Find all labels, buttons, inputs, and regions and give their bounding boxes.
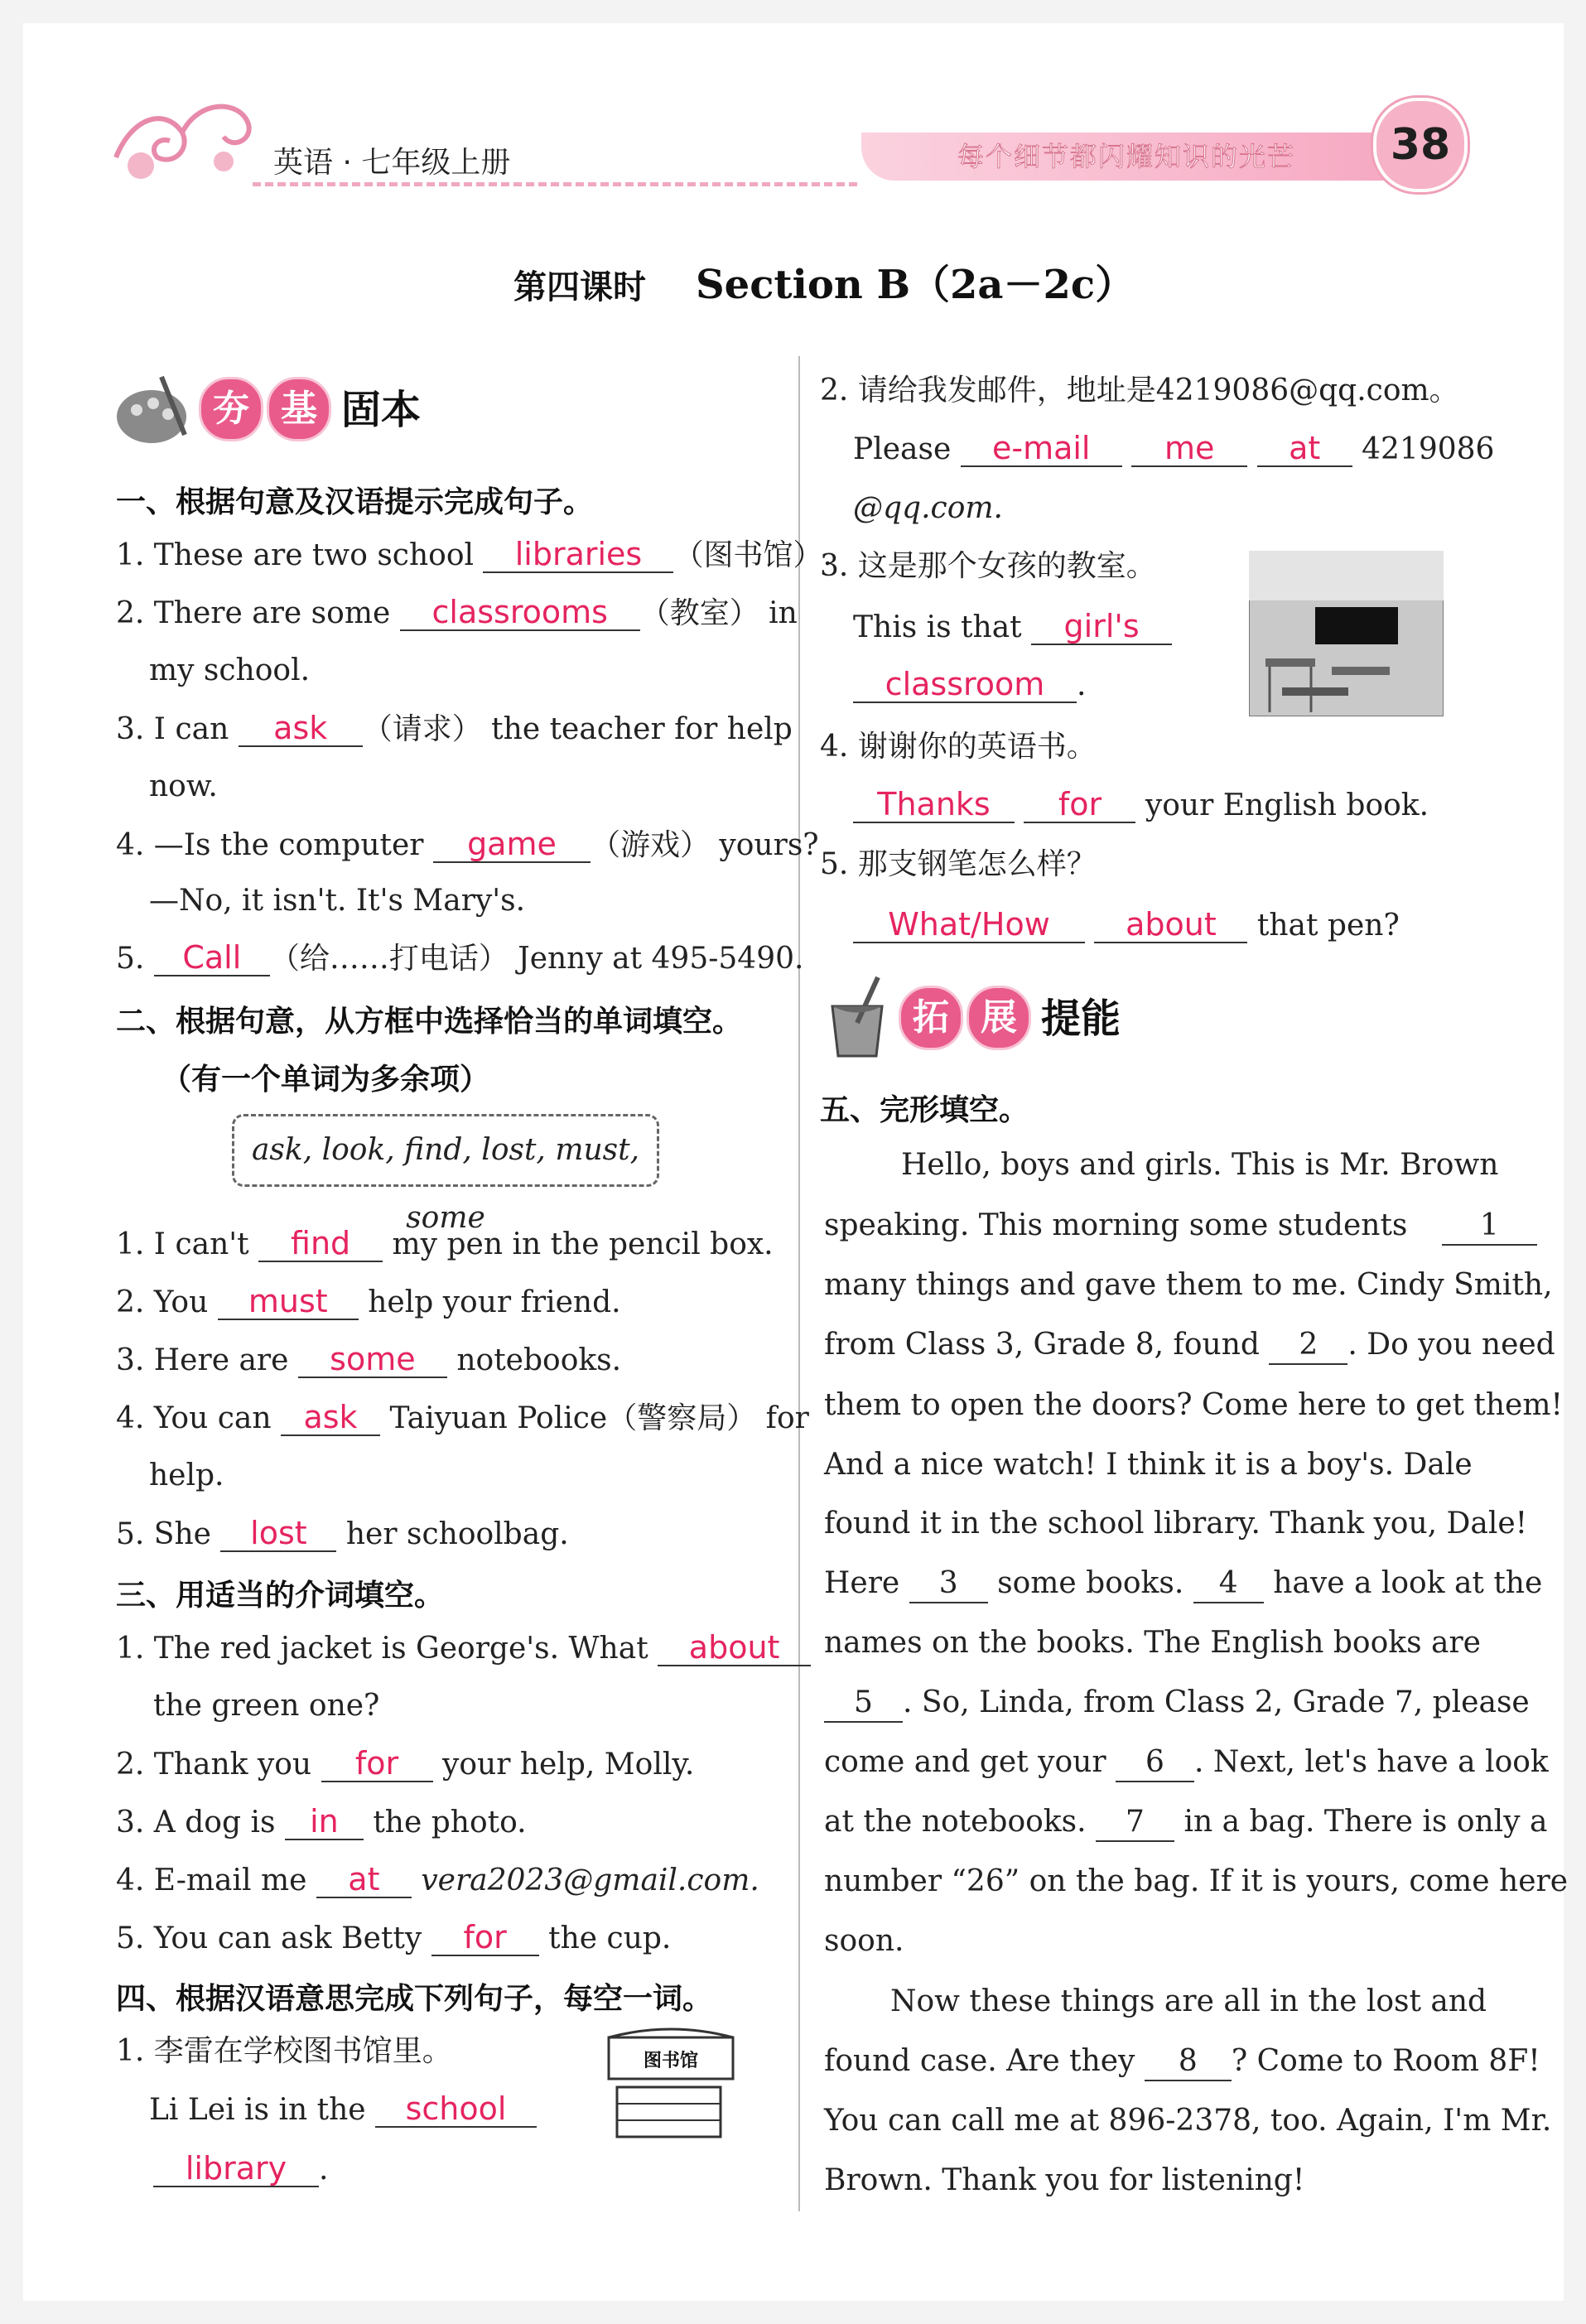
text: 1. These are two school: [116, 538, 475, 572]
answer-blank: game: [433, 827, 591, 863]
passage-line: soon.: [824, 1924, 904, 1958]
answer-blank: lost: [220, 1516, 336, 1552]
answer-blank: classroom: [853, 667, 1077, 703]
p4-q4: [853, 787, 1429, 824]
answer-blank: e-mail: [961, 431, 1122, 467]
text: notebooks.: [456, 1343, 622, 1377]
cloze-blank: 6: [1116, 1744, 1194, 1782]
section-label: Section B（2a－2c）: [696, 262, 1135, 308]
passage-line: [824, 1327, 1555, 1365]
text: come and get your: [824, 1745, 1106, 1779]
subject-label: 英语 · 七年级上册: [273, 146, 511, 180]
answer-blank: for: [431, 1920, 539, 1956]
text: （请求） the teacher for help: [362, 712, 793, 746]
p1-q3-cont: now.: [149, 769, 218, 803]
answer-blank: for: [1024, 787, 1135, 823]
answer-blank: about: [658, 1630, 811, 1666]
page-title: [513, 253, 1135, 310]
answer-blank: me: [1131, 431, 1247, 467]
part5-heading: 五、完形填空。: [820, 1093, 1029, 1127]
p4-q3-cont: [853, 667, 1086, 704]
page-number: 38: [1373, 98, 1468, 192]
p2-q4: [116, 1400, 809, 1437]
answer-blank: ask: [281, 1400, 380, 1436]
text: Taiyuan Police（警察局） for: [389, 1401, 809, 1435]
text: （游戏） yours?: [590, 828, 819, 862]
answer-blank: libraries: [483, 537, 673, 573]
text: 2. You: [116, 1285, 209, 1319]
passage-line: You can call me at 896-2378, too. Again, I'm Mr.: [824, 2104, 1552, 2138]
answer-blank: girl's: [1031, 609, 1172, 645]
p3-q5: [116, 1920, 671, 1957]
p2-q5: [116, 1516, 569, 1553]
slogan: 每个细节都闪耀知识的光芒: [957, 141, 1295, 172]
passage-line: Now these things are all in the lost and: [890, 1984, 1487, 2018]
library-sign: 图书馆: [643, 2051, 699, 2071]
floral-ornament-icon: [99, 83, 265, 190]
lesson-label: 第四课时: [513, 268, 646, 306]
library-building-icon: [600, 2021, 741, 2145]
text: have a look at the: [1273, 1566, 1543, 1600]
text: 3. I can: [116, 712, 229, 746]
text: Li Lei is in the: [149, 2093, 366, 2127]
answer-blank: for: [321, 1746, 433, 1782]
part2-heading: 二、根据句意，从方框中选择恰当的单词填空。: [116, 1005, 743, 1039]
passage-line: [824, 1804, 1547, 1842]
answer-blank: in: [285, 1804, 364, 1840]
text: . Do you need: [1347, 1328, 1555, 1362]
text: （给……打电话） Jenny at 495-5490.: [269, 942, 804, 976]
p4-q1-cn: 1. 李雷在学校图书馆里。: [116, 2034, 452, 2068]
text: 5. You can ask Betty: [116, 1921, 422, 1955]
p4-q4-cn: 4. 谢谢你的英语书。: [820, 730, 1097, 764]
cloze-blank: 5: [824, 1685, 903, 1723]
text: speaking. This morning some students: [824, 1208, 1408, 1242]
part4-heading: 四、根据汉语意思完成下列句子，每空一词。: [116, 1982, 713, 2016]
passage-line: And a nice watch! I think it is a boy's. Dale: [824, 1448, 1473, 1482]
text: 4. You can: [116, 1401, 272, 1435]
text: from Class 3, Grade 8, found: [824, 1328, 1260, 1362]
slogan-banner: [861, 133, 1391, 181]
answer-blank: classrooms: [400, 595, 640, 631]
cloze-blank: 2: [1269, 1327, 1347, 1365]
text: This is that: [853, 610, 1022, 644]
badge: 基: [267, 377, 331, 441]
text: your help, Molly.: [442, 1748, 695, 1782]
text: （教室） in: [639, 596, 798, 630]
cloze-blank: 7: [1096, 1804, 1174, 1842]
badge: 展: [967, 986, 1031, 1050]
text: 4. E-mail me: [116, 1864, 307, 1897]
text: . Next, let's have a look: [1193, 1745, 1549, 1779]
answer-blank: school: [375, 2091, 537, 2128]
p4-q3-cn: 3. 这是那个女孩的教室。: [820, 549, 1156, 583]
cloze-blank: 1: [1442, 1208, 1537, 1246]
text: the photo.: [373, 1806, 527, 1839]
text: （图书馆）.: [673, 538, 832, 572]
text: help your friend.: [368, 1285, 621, 1319]
word-box: ask, look, find, lost, must, some: [232, 1114, 659, 1187]
text: her schoolbag.: [345, 1517, 569, 1551]
text: . So, Linda, from Class 2, Grade 7, please: [903, 1685, 1530, 1719]
header-divider: [253, 182, 857, 186]
banner-text: 提能: [1041, 996, 1121, 1042]
answer-blank: find: [258, 1226, 383, 1262]
text: the cup.: [548, 1921, 672, 1955]
text: 3. Here are: [116, 1343, 289, 1377]
passage-line: [824, 2043, 1540, 2081]
passage-line: [824, 1208, 1537, 1246]
badge: 拓: [899, 986, 963, 1050]
palette-icon: [112, 369, 195, 451]
p1-q4: [116, 827, 819, 864]
p4-q1: [149, 2091, 537, 2129]
answer-blank: must: [218, 1284, 359, 1320]
text: some books.: [997, 1566, 1184, 1600]
p2-q4-cont: help.: [149, 1459, 224, 1492]
p4-q2: [853, 431, 1494, 468]
part3-heading: 三、用适当的介词填空。: [116, 1579, 445, 1613]
p4-q5: [853, 907, 1400, 944]
p4-q2-cn: 2. 请给我发邮件，地址是4219086@qq.com。: [820, 374, 1459, 407]
passage-line: them to open the doors? Come here to get them!: [824, 1388, 1563, 1422]
cloze-blank: 8: [1145, 2043, 1232, 2081]
text: 1. I can't: [116, 1227, 249, 1261]
passage-line: [824, 1685, 1530, 1723]
cloze-blank: 3: [909, 1565, 988, 1603]
answer-blank: ask: [239, 711, 363, 747]
passage-line: found it in the school library. Thank you, Dale!: [824, 1507, 1528, 1540]
p1-q1: [116, 537, 832, 574]
passage-line: Brown. Thank you for listening!: [824, 2163, 1305, 2197]
badge: 夯: [199, 377, 263, 441]
p3-q1-cont: the green one?: [153, 1689, 380, 1723]
p4-q1-cont: [153, 2151, 328, 2188]
passage-line: many things and gave them to me. Cindy Smith,: [824, 1268, 1553, 1302]
p2-q3: [116, 1342, 621, 1379]
text: found case. Are they: [824, 2044, 1135, 2078]
part2-note: （有一个单词为多余项）: [161, 1063, 490, 1097]
passage-line: number “26” on the bag. If it is yours, come here: [824, 1864, 1569, 1898]
text: vera2023@gmail.com.: [421, 1864, 759, 1897]
p1-q5: [116, 940, 803, 977]
p3-q3: [116, 1804, 527, 1841]
passage-line: names on the books. The English books are: [824, 1626, 1481, 1660]
passage-line: Hello, boys and girls. This is Mr. Brown: [901, 1148, 1499, 1182]
p1-q4-cont: —No, it isn't. It's Mary's.: [149, 884, 526, 918]
p1-q2-cont: my school.: [149, 653, 311, 687]
banner-foundation: [199, 377, 421, 445]
text: Here: [824, 1566, 900, 1600]
text: Please: [853, 432, 952, 466]
answer-blank: some: [298, 1342, 447, 1378]
p3-q2: [116, 1746, 694, 1783]
p2-q1: [116, 1226, 774, 1263]
p4-q3: [853, 609, 1172, 646]
text: 2. Thank you: [116, 1748, 312, 1782]
answer-blank: at: [1257, 431, 1352, 467]
answer-blank: library: [153, 2151, 319, 2187]
text: your English book.: [1145, 788, 1429, 822]
p1-q2: [116, 595, 798, 632]
p1-q3: [116, 711, 793, 748]
text: at the notebooks.: [824, 1805, 1087, 1839]
text: 1. The red jacket is George's. What: [116, 1632, 648, 1666]
answer-blank: Call: [154, 940, 270, 976]
p4-q5-cn: 5. 那支钢笔怎么样？: [820, 847, 1097, 881]
p3-q1: [116, 1630, 811, 1667]
p3-q4: [116, 1862, 759, 1899]
text: 4219086: [1362, 432, 1495, 466]
p2-q2: [116, 1284, 621, 1321]
p4-q2-cont: @qq.com.: [853, 491, 1003, 525]
classroom-photo: [1249, 551, 1444, 716]
text: 2. There are some: [116, 596, 391, 630]
answer-blank: What/How: [853, 907, 1085, 943]
answer-blank: at: [316, 1862, 412, 1898]
passage-line: [824, 1744, 1549, 1782]
text: 5.: [116, 942, 145, 976]
cloze-blank: 4: [1193, 1565, 1264, 1603]
part1-heading: 一、根据句意及汉语提示完成句子。: [116, 485, 594, 519]
text: in a bag. There is only a: [1183, 1805, 1548, 1839]
text: 5. She: [116, 1517, 211, 1551]
answer-blank: about: [1094, 907, 1247, 943]
answer-blank: Thanks: [853, 787, 1015, 823]
column-divider: [798, 356, 800, 2211]
text: 4. —Is the computer: [116, 828, 424, 862]
text: my pen in the pencil box.: [392, 1227, 774, 1261]
banner-text: 固本: [341, 387, 422, 433]
text: .: [319, 2153, 329, 2187]
banner-extension: [899, 986, 1121, 1054]
text: 3. A dog is: [116, 1806, 276, 1839]
text: .: [1077, 668, 1087, 702]
text: that pen?: [1256, 909, 1400, 943]
passage-line: [824, 1565, 1542, 1603]
paint-bucket-icon: [820, 973, 894, 1064]
text: ? Come to Room 8F!: [1231, 2044, 1540, 2078]
